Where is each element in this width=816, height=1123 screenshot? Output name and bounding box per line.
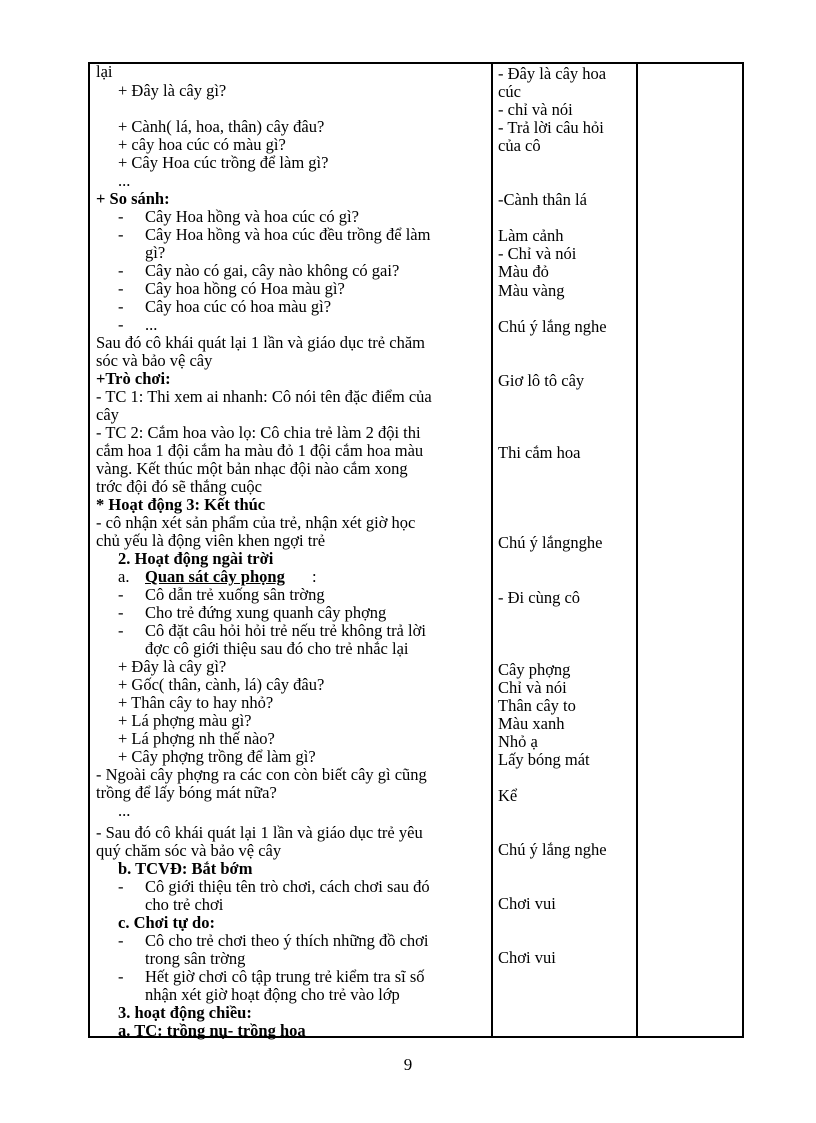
- teacher-activity-line: Cây hoa cúc có hoa màu gì?: [145, 297, 332, 316]
- teacher-activity-line: + Lá phợng màu gì?: [118, 711, 252, 730]
- teacher-activity-line: -: [118, 621, 124, 640]
- child-activity-line: Thân cây to: [498, 696, 576, 715]
- teacher-activity-line: + Cành( lá, hoa, thân) cây đâu?: [118, 117, 325, 136]
- teacher-activity-line: 2. Hoạt động ngài trời: [118, 549, 274, 568]
- teacher-activity-line: c. Chơi tự do:: [118, 913, 215, 932]
- teacher-activity-line: Cô dẫn trẻ xuống sân trờng: [145, 585, 325, 604]
- column-divider-1: [491, 62, 493, 1038]
- child-activity-line: - Đây là cây hoa: [498, 64, 607, 83]
- teacher-activity-line: - TC 2: Cắm hoa vào lọ: Cô chia trẻ làm 2 đội thi: [96, 423, 421, 442]
- teacher-activity-line: - Sau đó cô khái quát lại 1 lần và giáo dục trẻ yêu: [96, 823, 423, 842]
- teacher-activity-line: 3. hoạt động chiều:: [118, 1003, 252, 1022]
- teacher-activity-line: b. TCVĐ: Bắt bớm: [118, 859, 253, 878]
- table-border-left: [88, 62, 90, 1038]
- child-activity-line: Thi cắm hoa: [498, 443, 581, 462]
- teacher-activity-line: - TC 1: Thi xem ai nhanh: Cô nói tên đặc điểm của: [96, 387, 432, 406]
- child-activity-line: Chú ý lắng nghe: [498, 840, 607, 859]
- teacher-activity-line: -: [118, 967, 124, 986]
- teacher-activity-line: + Đây là cây gì?: [118, 657, 227, 676]
- teacher-activity-line: -: [118, 279, 124, 298]
- teacher-activity-line: Cây hoa hồng có Hoa màu gì?: [145, 279, 345, 298]
- child-activity-line: - Trả lời câu hỏi: [498, 118, 604, 137]
- child-activity-line: của cô: [498, 136, 541, 155]
- child-activity-line: Làm cảnh: [498, 226, 564, 245]
- child-activity-line: Chơi vui: [498, 894, 556, 913]
- teacher-activity-line: Hết giờ chơi cô tập trung trẻ kiểm tra sĩ số: [145, 967, 425, 986]
- teacher-activity-line: nhận xét giờ hoạt động cho trẻ vào lớp: [145, 985, 400, 1004]
- teacher-activity-line: + cây hoa cúc có màu gì?: [118, 135, 286, 154]
- teacher-activity-line: -: [118, 225, 124, 244]
- teacher-activity-line: + Đây là cây gì?: [118, 81, 227, 100]
- teacher-activity-line: Cây nào có gai, cây nào không có gai?: [145, 261, 400, 280]
- teacher-activity-line: + So sánh:: [96, 189, 170, 208]
- teacher-activity-line: ...: [145, 315, 158, 334]
- teacher-activity-line: ...: [118, 801, 131, 820]
- table-border-top: [88, 62, 744, 64]
- teacher-activity-line: -: [118, 261, 124, 280]
- teacher-activity-line: -: [118, 931, 124, 950]
- teacher-activity-line: Cây Hoa hồng và hoa cúc đều trồng để làm: [145, 225, 431, 244]
- teacher-activity-line: đợc cô giới thiệu sau đó cho trẻ nhắc lại: [145, 639, 409, 658]
- teacher-activity-line: cắm hoa 1 đội cắm ha màu đỏ 1 đội cắm hoa màu: [96, 441, 424, 460]
- child-activity-line: Nhỏ ạ: [498, 732, 538, 751]
- teacher-activity-line: -: [118, 207, 124, 226]
- teacher-activity-line: lại: [96, 62, 113, 81]
- child-activity-line: Màu đỏ: [498, 262, 549, 281]
- child-activity-line: Giơ lô tô cây: [498, 371, 585, 390]
- teacher-activity-line: gì?: [145, 243, 166, 262]
- child-activity-line: Màu xanh: [498, 714, 565, 733]
- table-border-right: [742, 62, 744, 1038]
- child-activity-line: - chỉ và nói: [498, 100, 573, 119]
- teacher-activity-line: trồng để lấy bóng mát nữa?: [96, 783, 277, 802]
- teacher-activity-line: Quan sát cây phọng: [145, 567, 285, 586]
- teacher-activity-line: trớc đội đó sẽ thắng cuộc: [96, 477, 262, 496]
- teacher-activity-line: -: [118, 297, 124, 316]
- teacher-activity-line: Cô đặt câu hỏi hỏi trẻ nếu trẻ không trả lời: [145, 621, 426, 640]
- teacher-activity-line: ...: [118, 171, 131, 190]
- teacher-activity-line: cây: [96, 405, 119, 424]
- teacher-activity-line: cho trẻ chơi: [145, 895, 224, 914]
- teacher-activity-line: chủ yếu là động viên khen ngợi trẻ: [96, 531, 326, 550]
- page-number: 9: [403, 1055, 413, 1074]
- teacher-activity-line: + Gốc( thân, cành, lá) cây đâu?: [118, 675, 325, 694]
- child-activity-line: -Cành thân lá: [498, 190, 587, 209]
- teacher-activity-line: vàng. Kết thúc một bản nhạc đội nào cắm xong: [96, 459, 408, 478]
- teacher-activity-line: Cô giới thiệu tên trò chơi, cách chơi sau đó: [145, 877, 430, 896]
- teacher-activity-line: - cô nhận xét sản phẩm của trẻ, nhận xét giờ học: [96, 513, 416, 532]
- teacher-activity-line: + Lá phợng nh thế nào?: [118, 729, 275, 748]
- teacher-activity-line: Cô cho trẻ chơi theo ý thích những đồ chơi: [145, 931, 429, 950]
- teacher-activity-line: +Trò chơi:: [96, 369, 171, 388]
- teacher-activity-line: trong sân trờng: [145, 949, 246, 968]
- child-activity-line: cúc: [498, 82, 521, 101]
- teacher-activity-line: -: [118, 315, 124, 334]
- child-activity-line: Chú ý lắngnghe: [498, 533, 603, 552]
- teacher-activity-line: + Thân cây to hay nhỏ?: [118, 693, 274, 712]
- teacher-activity-line: -: [118, 585, 124, 604]
- child-activity-line: Kể: [498, 786, 518, 805]
- teacher-activity-line: :: [312, 567, 317, 586]
- child-activity-line: Màu vàng: [498, 281, 565, 300]
- teacher-activity-line: Cho trẻ đứng xung quanh cây phợng: [145, 603, 387, 622]
- teacher-activity-line: Sau đó cô khái quát lại 1 lần và giáo dục trẻ chăm: [96, 333, 425, 352]
- teacher-activity-line: a.: [118, 567, 130, 586]
- teacher-activity-line: -: [118, 603, 124, 622]
- child-activity-line: Chú ý lắng nghe: [498, 317, 607, 336]
- teacher-activity-line: + Cây phợng trồng để làm gì?: [118, 747, 316, 766]
- teacher-activity-line: quý chăm sóc và bảo vệ cây: [96, 841, 282, 860]
- child-activity-line: - Chỉ và nói: [498, 244, 577, 263]
- teacher-activity-line: * Hoạt động 3: Kết thúc: [96, 495, 266, 514]
- teacher-activity-line: + Cây Hoa cúc trồng để làm gì?: [118, 153, 329, 172]
- teacher-activity-line: Cây Hoa hồng và hoa cúc có gì?: [145, 207, 359, 226]
- teacher-activity-line: -: [118, 877, 124, 896]
- child-activity-line: Lấy bóng mát: [498, 750, 590, 769]
- teacher-activity-line: sóc và bảo vệ cây: [96, 351, 213, 370]
- child-activity-line: Chơi vui: [498, 948, 556, 967]
- teacher-activity-line: a. TC: trồng nụ- trồng hoa: [118, 1021, 306, 1040]
- teacher-activity-line: - Ngoài cây phợng ra các con còn biết cây gì cũng: [96, 765, 427, 784]
- child-activity-line: - Đi cùng cô: [498, 588, 581, 607]
- child-activity-line: Cây phợng: [498, 660, 571, 679]
- column-divider-2: [636, 62, 638, 1038]
- child-activity-line: Chỉ và nói: [498, 678, 567, 697]
